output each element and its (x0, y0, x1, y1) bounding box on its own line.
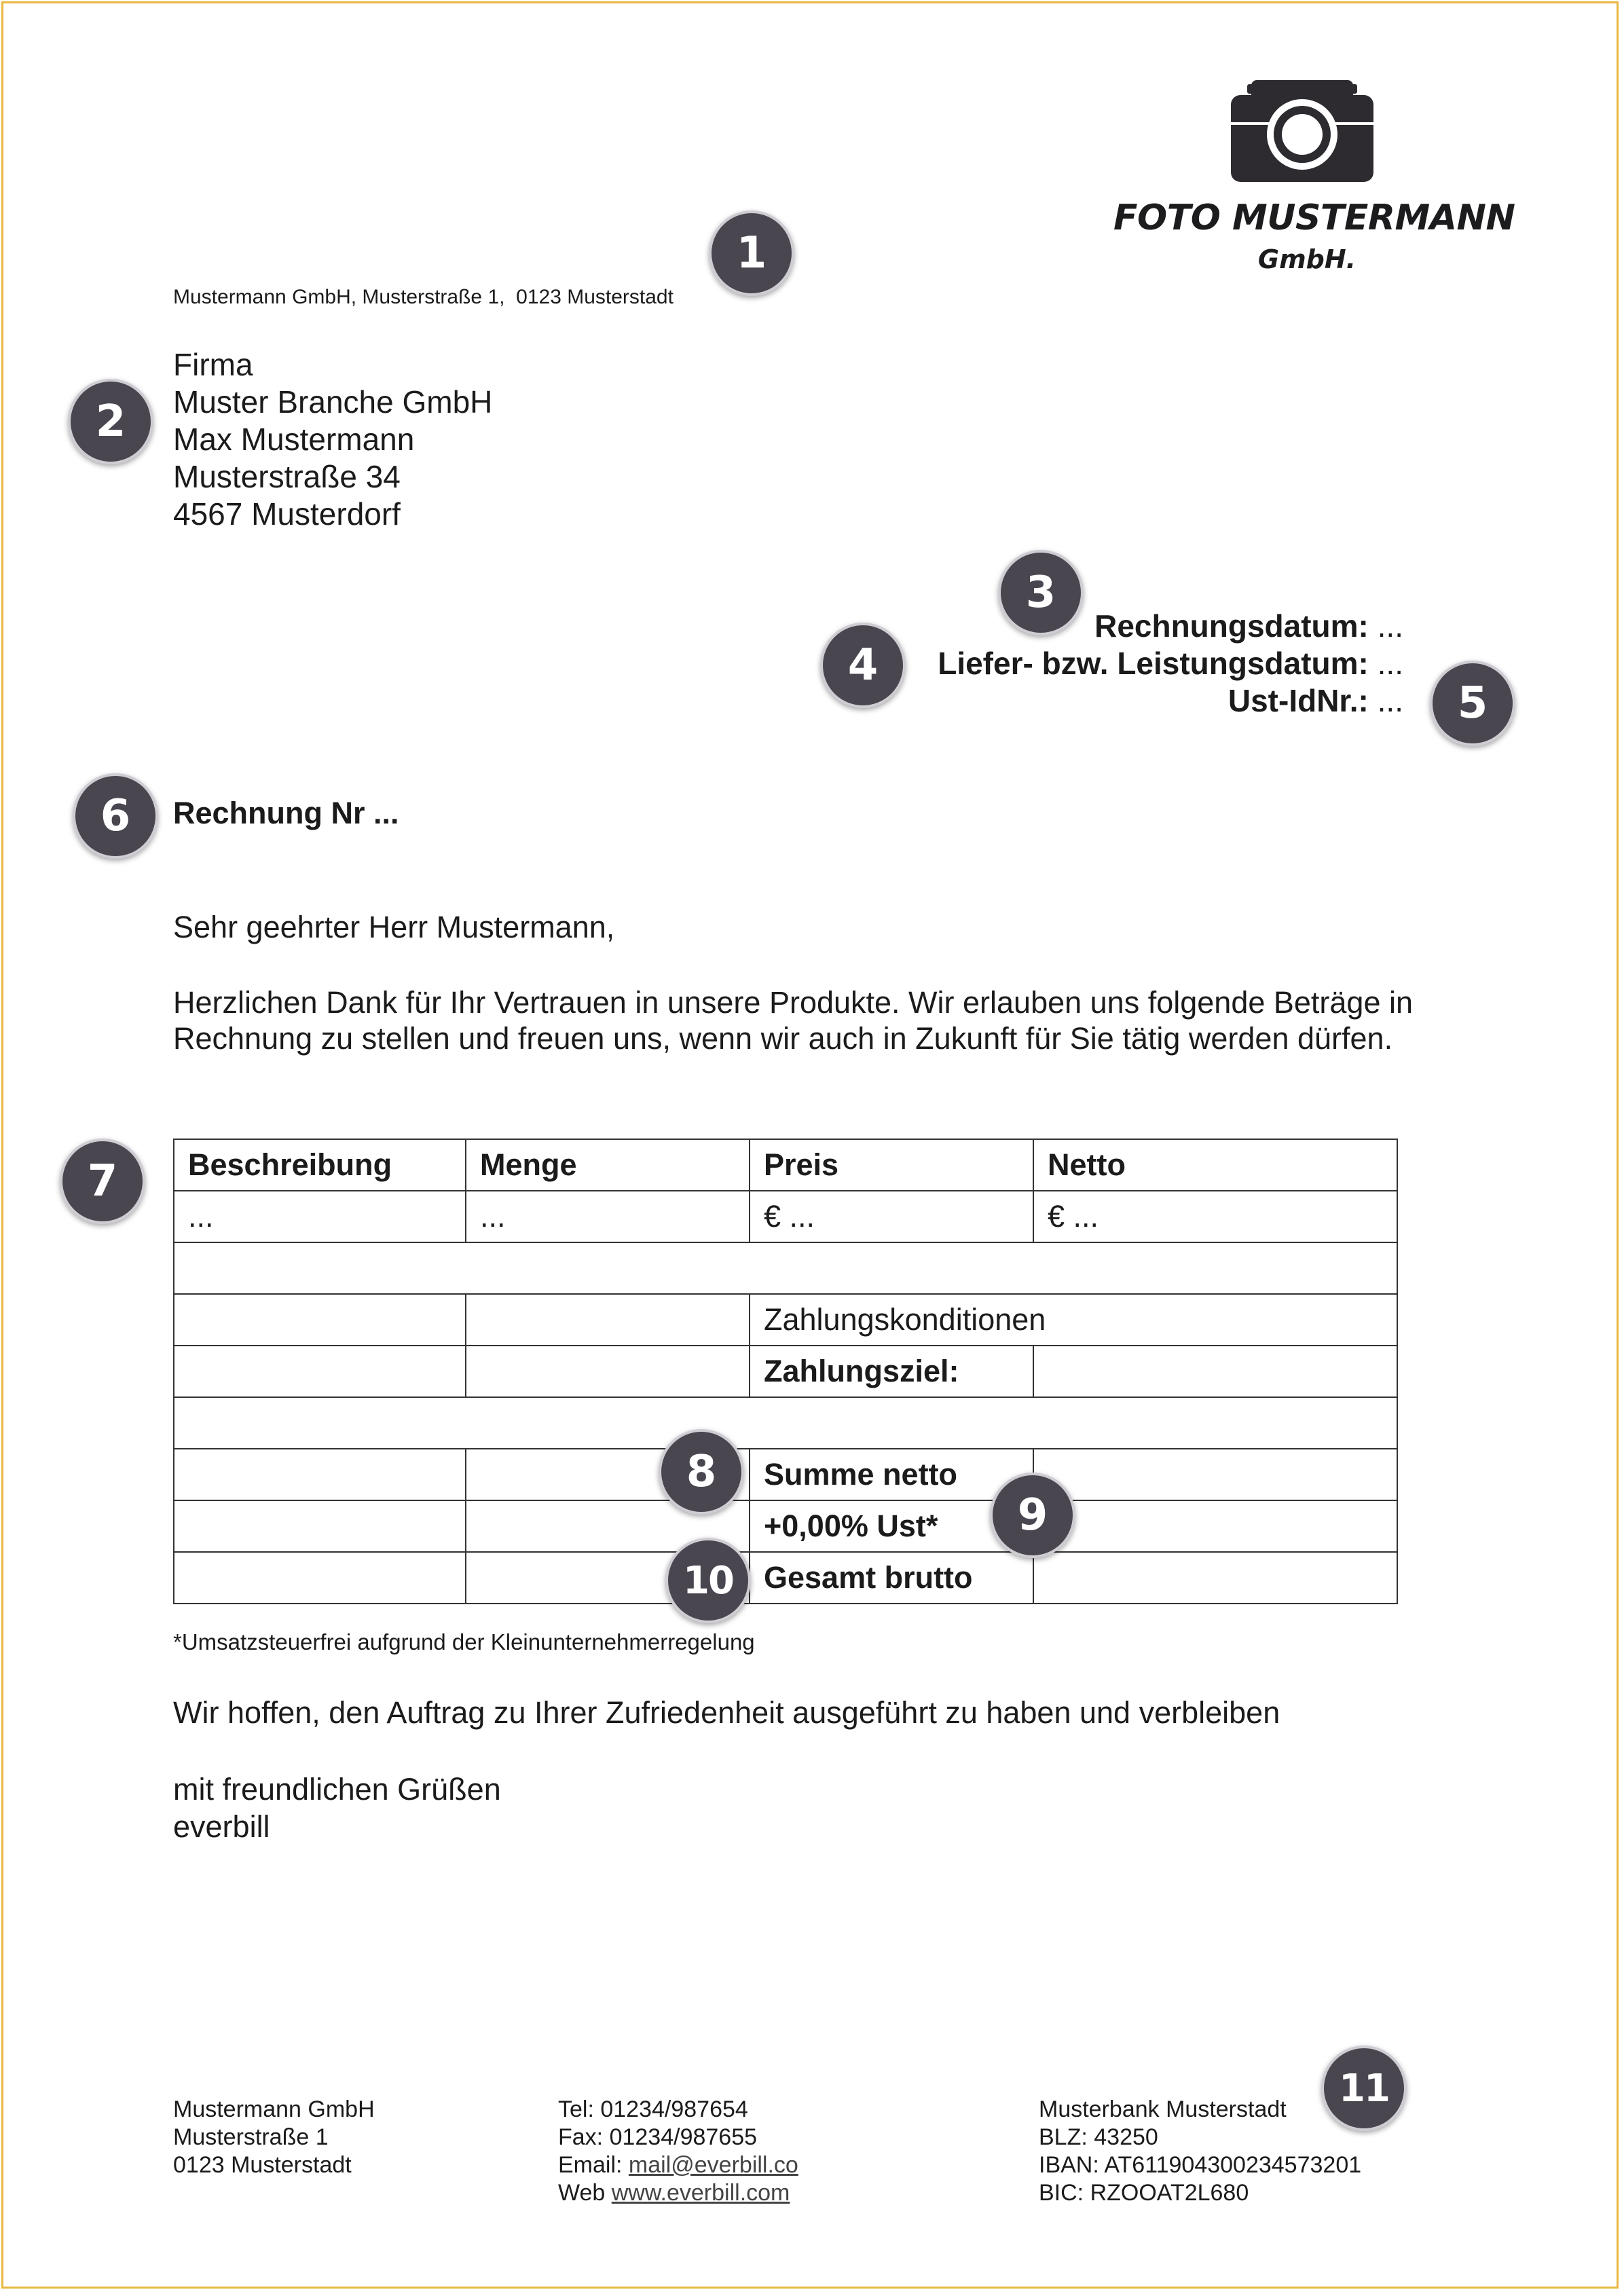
table-cell: ... (466, 1191, 750, 1242)
marker-4: 4 (820, 623, 906, 708)
marker-9: 9 (990, 1473, 1075, 1558)
footer-line: Musterbank Musterstadt (1039, 2096, 1287, 2122)
table-spacer-row (174, 1242, 1397, 1294)
vat-id-value: ... (1377, 683, 1403, 718)
column-header: Netto (1033, 1139, 1397, 1191)
vat-id-label: Ust-IdNr.: (1228, 683, 1369, 718)
footer-contact (558, 2096, 798, 2207)
vat-label: +0,00% Ust* (750, 1500, 1033, 1552)
footer-line: 0123 Musterstadt (173, 2152, 352, 2178)
sum-net-row (174, 1449, 1397, 1500)
invoice-date-label: Rechnungsdatum: (1094, 608, 1369, 644)
invoice-title: Rechnung Nr ... (173, 796, 399, 830)
footer-phone: Tel: 01234/987654 (558, 2096, 748, 2122)
marker-6: 6 (73, 773, 158, 859)
invoice-date-value: ... (1377, 608, 1403, 644)
vat-row (174, 1500, 1397, 1552)
camera-icon (1231, 80, 1373, 182)
table-cell (174, 1500, 466, 1552)
footer-line: Musterstraße 1 (173, 2124, 329, 2150)
company-logo-suffix: GmbH. (1257, 244, 1357, 274)
payment-due-label: Zahlungsziel: (750, 1346, 1033, 1397)
marker-1: 1 (709, 210, 794, 296)
table-cell: € ... (750, 1191, 1033, 1242)
footer-fax: Fax: 01234/987655 (558, 2124, 758, 2150)
intro-paragraph: Herzlichen Dank für Ihr Vertrauen in unsere Produkte. Wir erlauben uns folgende Beträge in Rechnung zu stellen und freuen uns, wenn wir auch in Zukunft für Sie tätig werden dürfen. (173, 985, 1414, 1056)
sum-net-value (1033, 1449, 1397, 1500)
payment-terms-row (174, 1294, 1397, 1346)
vat-id-row (938, 682, 1403, 720)
marker-10: 10 (665, 1538, 751, 1623)
table-cell (174, 1397, 1397, 1449)
delivery-date-row (938, 645, 1403, 682)
payment-due-value (1033, 1346, 1397, 1397)
total-gross-value (1033, 1552, 1397, 1604)
recipient-line: Musterstraße 34 (173, 459, 401, 494)
footer-line: Mustermann GmbH (173, 2096, 375, 2122)
table-cell (174, 1294, 466, 1346)
table-row (174, 1191, 1397, 1242)
footer-bank (1039, 2096, 1361, 2207)
table-cell (174, 1346, 466, 1397)
table-cell: € ... (1033, 1191, 1397, 1242)
column-header: Beschreibung (174, 1139, 466, 1191)
marker-11: 11 (1321, 2046, 1407, 2131)
closing-sentence: Wir hoffen, den Auftrag zu Ihrer Zufriedenheit ausgeführt zu haben und verbleiben (173, 1695, 1280, 1730)
recipient-line: Muster Branche GmbH (173, 384, 493, 420)
recipient-line: Max Mustermann (173, 422, 415, 457)
invoice-meta (938, 608, 1403, 720)
footer-company (173, 2096, 375, 2179)
invoice-table (173, 1139, 1398, 1604)
table-spacer-row (174, 1397, 1397, 1449)
delivery-date-value: ... (1377, 646, 1403, 681)
footer-web-label: Web (558, 2180, 612, 2206)
payment-due-row (174, 1346, 1397, 1397)
marker-8: 8 (659, 1429, 744, 1515)
marker-2: 2 (68, 379, 153, 464)
email-link[interactable]: mail@everbill.co (628, 2152, 798, 2178)
sender-address-line: Mustermann GmbH, Musterstraße 1, 0123 Musterstadt (173, 286, 673, 308)
footer-email-row (558, 2151, 798, 2179)
total-gross-label: Gesamt brutto (750, 1552, 1033, 1604)
website-link[interactable]: www.everbill.com (611, 2180, 790, 2206)
delivery-date-label: Liefer- bzw. Leistungsdatum: (938, 646, 1369, 681)
table-cell (174, 1449, 466, 1500)
column-header: Preis (750, 1139, 1033, 1191)
payment-terms-label: Zahlungskonditionen (750, 1294, 1397, 1346)
table-cell (174, 1242, 1397, 1294)
table-cell (466, 1346, 750, 1397)
table-header-row (174, 1139, 1397, 1191)
column-header: Menge (466, 1139, 750, 1191)
footnote: *Umsatzsteuerfrei aufgrund der Kleinunternehmerregelung (173, 1629, 755, 1654)
recipient-line: Firma (173, 347, 253, 382)
signature-name: everbill (173, 1809, 270, 1844)
footer-line: BIC: RZOOAT2L680 (1039, 2180, 1249, 2206)
salutation: Sehr geehrter Herr Mustermann, (173, 910, 615, 944)
footer-web-row (558, 2179, 798, 2207)
marker-7: 7 (60, 1139, 145, 1224)
marker-3: 3 (998, 550, 1084, 635)
vat-value (1033, 1500, 1397, 1552)
recipient-line: 4567 Musterdorf (173, 496, 401, 532)
regards (173, 1771, 501, 1845)
regards-line: mit freundlichen Grüßen (173, 1772, 501, 1807)
table-cell (174, 1552, 466, 1604)
footer-line: IBAN: AT611904300234573201 (1039, 2152, 1362, 2178)
footer-line: BLZ: 43250 (1039, 2124, 1158, 2150)
marker-5: 5 (1430, 661, 1515, 746)
sum-net-label: Summe netto (750, 1449, 1033, 1500)
footer-email-label: Email: (558, 2152, 629, 2178)
table-cell (466, 1294, 750, 1346)
total-gross-row (174, 1552, 1397, 1604)
table-cell: ... (174, 1191, 466, 1242)
recipient-address (173, 346, 492, 533)
company-logo-name: FOTO MUSTERMANN (1113, 198, 1515, 238)
